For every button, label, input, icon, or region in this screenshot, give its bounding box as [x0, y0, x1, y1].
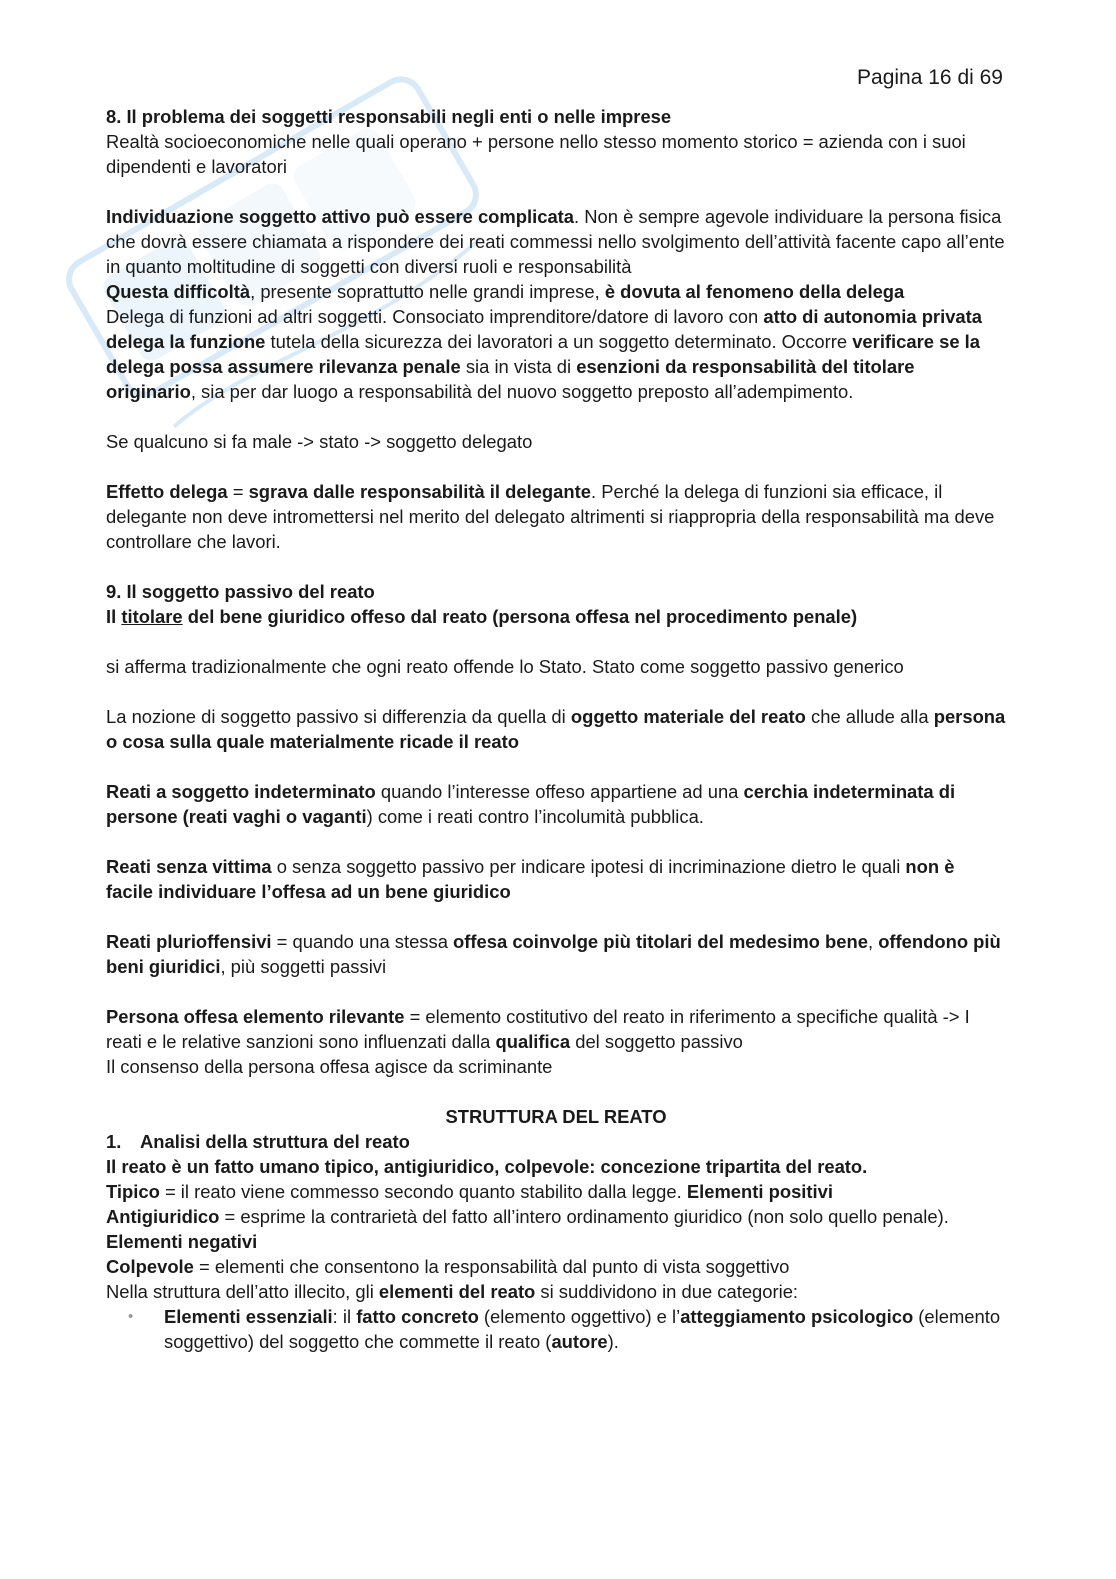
bold-text: esenzioni da responsabilità del titolare originario — [106, 356, 915, 402]
bold-text: Reati plurioffensivi — [106, 931, 272, 952]
bold-text: qualifica — [495, 1031, 571, 1052]
bold-text: elementi del reato — [378, 1281, 536, 1302]
text: = quando una stessa — [271, 931, 454, 952]
text: tutela della sicurezza dei lavoratori a un soggetto determinato. Occorre — [265, 331, 853, 352]
text: = il reato viene commesso secondo quanto stabilito dalla legge. — [159, 1181, 687, 1202]
bold-text: Elementi essenziali — [164, 1306, 333, 1327]
subsection-heading — [106, 1129, 1006, 1154]
paragraph — [106, 929, 1006, 979]
paragraph — [106, 1279, 1006, 1304]
bold-text: autore — [551, 1331, 608, 1352]
bold-text: verificare se la delega possa assumere rilevanza penale — [106, 331, 981, 377]
list-item — [106, 1304, 1006, 1354]
reato-definition: Il reato è un fatto umano tipico, antigiuridico, colpevole: concezione tripartita del reato. — [106, 1156, 868, 1177]
paragraph — [106, 1254, 1006, 1279]
bold-text: fatto concreto — [356, 1306, 479, 1327]
bold-text: Antigiuridico — [106, 1206, 220, 1227]
paragraph — [106, 704, 1006, 754]
paragraph: Se qualcuno si fa male -> stato -> soggetto delegato — [106, 431, 533, 452]
text: = — [227, 481, 249, 502]
bold-text: Elementi positivi — [686, 1181, 833, 1202]
paragraph — [106, 1204, 1006, 1254]
paragraph — [106, 1179, 1006, 1204]
chapter-heading: STRUTTURA DEL REATO — [445, 1106, 667, 1127]
bold-text: offesa coinvolge più titolari del medesimo bene — [453, 931, 868, 952]
text: = esprime la contrarietà del fatto all’intero ordinamento giuridico (non solo quello penale). — [219, 1206, 949, 1227]
bold-text: non è facile individuare l’offesa ad un bene giuridico — [106, 856, 955, 902]
text: che allude alla — [805, 706, 934, 727]
text: del soggetto passivo — [570, 1031, 743, 1052]
paragraph — [106, 479, 1006, 554]
text: , — [867, 931, 879, 952]
bold-text: Reati a soggetto indeterminato — [106, 781, 376, 802]
paragraph — [106, 279, 1006, 304]
bold-text: atto di autonomia privata delega la funzione — [106, 306, 983, 352]
bold-text: è dovuta al fenomeno della delega — [604, 281, 905, 302]
bold-text: offendono più beni giuridici — [106, 931, 1001, 977]
text: , più soggetti passivi — [220, 956, 387, 977]
bold-text: oggetto materiale del reato — [570, 706, 806, 727]
text: ) come i reati contro l’incolumità pubblica. — [366, 806, 704, 827]
text: Delega di funzioni ad altri soggetti. Consociato imprenditore/datore di lavoro con — [106, 306, 764, 327]
section-9-title: 9. Il soggetto passivo del reato — [106, 581, 375, 602]
paragraph — [106, 304, 1006, 404]
bold-text: Tipico — [106, 1181, 160, 1202]
bold-text: Persona offesa elemento rilevante — [106, 1006, 405, 1027]
section-9-definition — [106, 604, 1006, 629]
text: . Perché la delega di funzioni sia efficace, il delegante non deve intromettersi nel merito del delegato altrimenti si riappropria della responsabilità ma deve controllare che lavori. — [106, 481, 995, 552]
text: : il — [332, 1306, 357, 1327]
text: del bene giuridico offeso dal reato (persona offesa nel procedimento penale) — [182, 606, 858, 627]
text: Nella struttura dell’atto illecito, gli — [106, 1281, 379, 1302]
bold-text: persona o cosa sulla quale materialmente ricade il reato — [106, 706, 1006, 752]
text: , sia per dar luogo a responsabilità del nuovo soggetto preposto all’adempimento. — [190, 381, 854, 402]
text: Il — [106, 606, 122, 627]
text: ). — [607, 1331, 619, 1352]
text: La nozione di soggetto passivo si differenzia da quella di — [106, 706, 571, 727]
text: (elemento soggettivo) del soggetto che commette il reato ( — [164, 1306, 1001, 1352]
paragraph — [106, 1004, 1006, 1054]
section-8-intro: Realtà socioeconomiche nelle quali operano + persone nello stesso momento storico = azienda con i suoi dipendenti e lavoratori — [106, 131, 966, 177]
text: = elemento costitutivo del reato in riferimento a specifiche qualità -> I reati e le relative sanzioni sono influenzati dalla — [106, 1006, 970, 1052]
text: = elementi che consentono la responsabilità dal punto di vista soggettivo — [193, 1256, 790, 1277]
bold-text: Colpevole — [106, 1256, 194, 1277]
subsection-number: 1. — [106, 1131, 122, 1152]
bold-text: cerchia indeterminata di persone (reati vaghi o vaganti — [106, 781, 956, 827]
paragraph — [106, 204, 1006, 279]
bold-text: sgrava dalle responsabilità il delegante — [248, 481, 591, 502]
bullet-icon: • — [128, 1308, 134, 1325]
bold-text: Effetto delega — [106, 481, 228, 502]
paragraph: si afferma tradizionalmente che ogni reato offende lo Stato. Stato come soggetto passivo generico — [106, 656, 904, 677]
paragraph: Il consenso della persona offesa agisce da scriminante — [106, 1056, 553, 1077]
document-body — [106, 104, 1006, 1354]
text: o senza soggetto passivo per indicare ipotesi di incriminazione dietro le quali — [271, 856, 906, 877]
text: . Non è sempre agevole individuare la persona fisica che dovrà essere chiamata a rispondere dei reati commessi nello svolgimento dell’attività facente capo all’ente in quanto moltitudine di soggetti con diversi ruoli e responsabilità — [106, 206, 1005, 277]
text: si suddividono in due categorie: — [535, 1281, 799, 1302]
bold-text: Reati senza vittima — [106, 856, 272, 877]
section-8-title: 8. Il problema dei soggetti responsabili negli enti o nelle imprese — [106, 106, 672, 127]
bold-text: atteggiamento psicologico — [680, 1306, 914, 1327]
bold-text: Questa difficoltà — [106, 281, 251, 302]
underlined-text: titolare — [121, 606, 183, 627]
paragraph — [106, 854, 1006, 904]
bullet-list — [106, 1304, 1006, 1354]
text: sia in vista di — [460, 356, 577, 377]
subsection-title: Analisi della struttura del reato — [140, 1131, 410, 1152]
text: (elemento oggettivo) e l’ — [478, 1306, 681, 1327]
paragraph — [106, 779, 1006, 829]
text: , presente soprattutto nelle grandi imprese, — [250, 281, 605, 302]
page-number: Pagina 16 di 69 — [857, 66, 1003, 89]
bold-text: Individuazione soggetto attivo può essere complicata — [106, 206, 575, 227]
text: quando l’interesse offeso appartiene ad una — [375, 781, 744, 802]
bold-text: Elementi negativi — [106, 1231, 258, 1252]
